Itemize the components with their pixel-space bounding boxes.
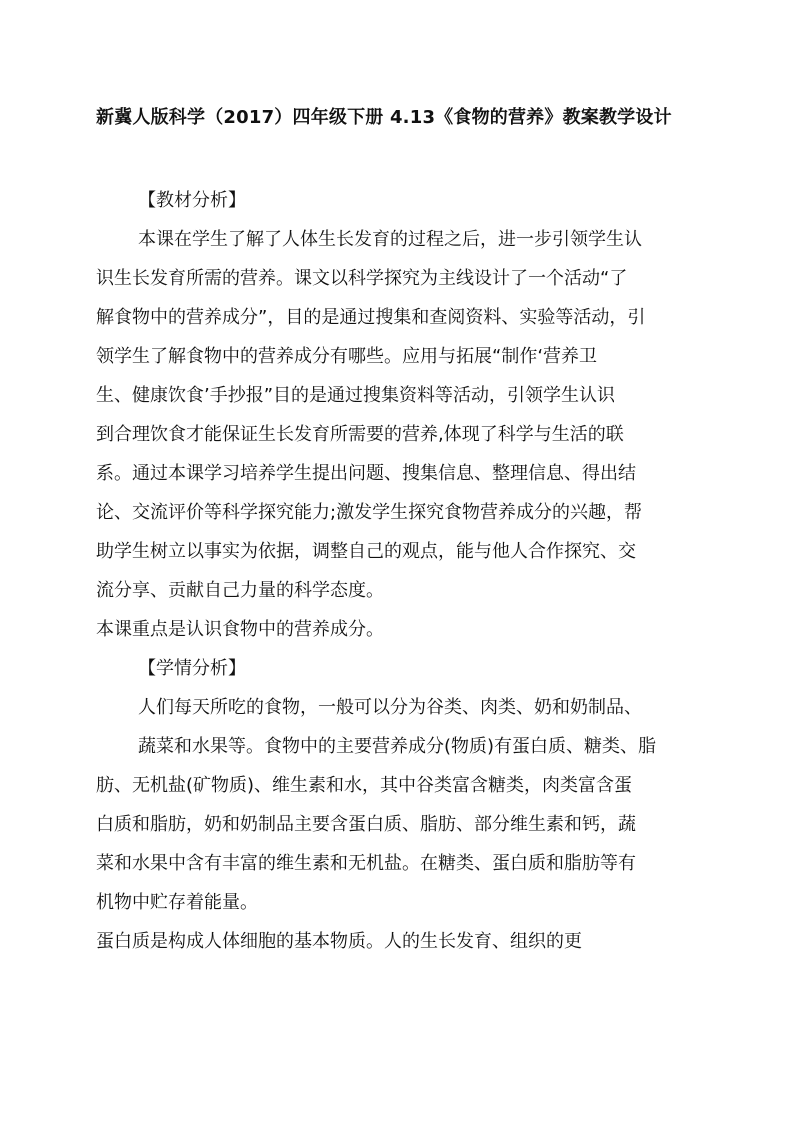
text-line: 本课在学生了解了人体生长发育的过程之后，进一步引领学生认 [138, 229, 642, 250]
text-line: 菜和水果中含有丰富的维生素和无机盐。在糖类、蛋白质和脂肪等有 [96, 853, 636, 874]
paragraph-gap [96, 961, 708, 974]
text-line: 白质和脂肪，奶和奶制品主要含蛋白质、脂肪、部分维生素和钙，蔬 [96, 814, 636, 835]
text-line: 机物中贮存着能量。 [96, 892, 258, 913]
document-title: 新冀人版科学（2017）四年级下册 4.13《食物的营养》教案教学设计 [96, 107, 672, 128]
section-heading-learner-analysis: 人们每天所吃的食物，一般可以分为谷类、肉类、奶和奶制品、 [138, 697, 642, 718]
text-line: 助学生树立以事实为依据，调整自己的观点，能与他人合作探究、交 [96, 541, 636, 562]
section-heading-textbook-analysis: 【教材分析】 [138, 190, 246, 211]
document-body [96, 181, 708, 1013]
text-line: 解食物中的营养成分”，目的是通过搜集和查阅资料、实验等活动，引 [96, 307, 646, 328]
text-line: 系。通过本课学习培养学生提出问题、搜集信息、整理信息、得出结 [96, 463, 636, 484]
text-line [96, 974, 708, 1013]
text-line: 蛋白质是构成人体细胞的基本物质。人的生长发育、组织的更 [96, 931, 582, 952]
text-line: 领学生了解食物中的营养成分有哪些。应用与拓展“制作‘营养卫 [96, 346, 598, 367]
text-line: 蔬菜和水果等。食物中的主要营养成分(物质)有蛋白质、糖类、脂 [138, 736, 657, 757]
text-line: 到合理饮食才能保证生长发育所需要的营养,体现了科学与生活的联 [96, 424, 624, 445]
text-line: 生、健康饮食’手抄报”目的是通过搜集资料等活动，引领学生认识 [96, 385, 616, 406]
text-line: 论、交流评价等科学探究能力;激发学生探究食物营养成分的兴趣，帮 [96, 502, 643, 523]
key-point-line: 【学情分析】 [138, 658, 246, 679]
text-line: 识生长发育所需的营养。课文以科学探究为主线设计了一个活动“了 [96, 268, 628, 289]
text-line: 肪、无机盐(矿物质)、维生素和水，其中谷类富含糖类，肉类富含蛋 [96, 775, 633, 796]
text-line: 本课重点是认识食物中的营养成分。 [96, 619, 384, 640]
text-line: 流分享、贡献自己力量的科学态度。 [96, 580, 384, 601]
